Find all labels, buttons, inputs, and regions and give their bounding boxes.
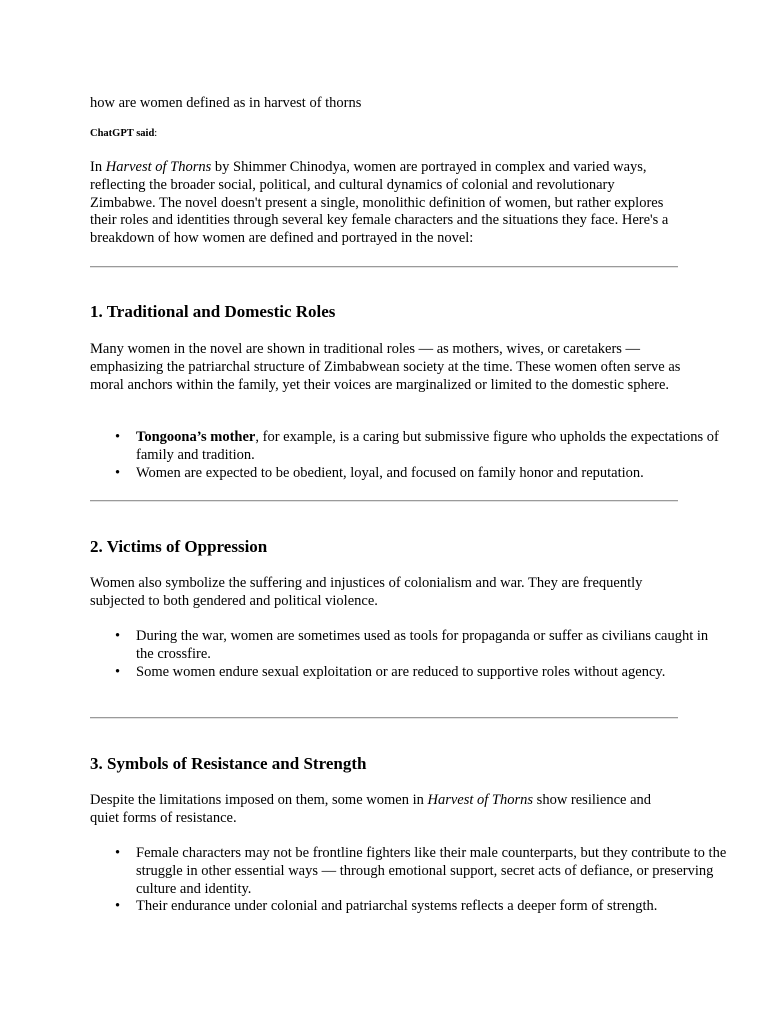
section-paragraph xyxy=(90,341,682,394)
list-item: • Women are expected to be obedient, loyal, and focused on family honor and reputation. xyxy=(136,465,728,483)
list-item xyxy=(136,429,728,465)
list-item: • Female characters may not be frontline fighters like their male counterparts, but they contribute to the struggle in other essential ways — through emotional support, secret acts of defiance, or preserving culture and identity. xyxy=(136,845,728,898)
section-2-text: Women also symbolize the suffering and injustices of colonialism and war. They are frequently subjected to both gendered and political violence. xyxy=(90,575,643,609)
section-paragraph xyxy=(90,792,682,828)
bullet-list xyxy=(90,429,728,482)
intro-pre: In xyxy=(90,159,106,175)
list-item: • Some women endure sexual exploitation or are reduced to supportive roles without agency. xyxy=(136,664,728,682)
section-paragraph xyxy=(90,575,682,611)
section-1-text: Many women in the novel are shown in traditional roles — as mothers, wives, or caretakers — emphasizing the patriarchal structure of Zimbabwean society at the time. These women often serve as moral anchors within the family, yet their voices are marginalized or limited to the domestic sphere. xyxy=(90,341,681,393)
speaker-name: ChatGPT said xyxy=(90,128,155,139)
user-question: how are women defined as in harvest of thorns xyxy=(90,95,362,111)
intro-post: by Shimmer Chinodya, women are portrayed in complex and varied ways, reflecting the broader social, political, and cultural dynamics of colonial and revolutionary Zimbabwe. The novel doesn't present a single, monolithic definition of women, but rather explores their roles and identities through several key female characters and the situations they face. Here's a breakdown of how women are defined and portrayed in the novel: xyxy=(90,159,669,247)
response-label xyxy=(90,127,157,140)
section-divider xyxy=(90,500,678,502)
list-item: • Their endurance under colonial and patriarchal systems reflects a deeper form of strength. xyxy=(136,898,728,916)
list-item-text: , for example, is a caring but submissive figure who upholds the expectations of family and tradition. xyxy=(136,429,719,463)
character-name: Tongoona’s mother xyxy=(136,429,256,445)
section-divider xyxy=(90,266,678,268)
book-title: Harvest of Thorns xyxy=(427,792,534,808)
section-heading: 3. Symbols of Resistance and Strength xyxy=(90,754,367,773)
list-item: • During the war, women are sometimes used as tools for propaganda or suffer as civilians caught in the crossfire. xyxy=(136,628,728,664)
section-divider xyxy=(90,717,678,719)
section-heading: 2. Victims of Oppression xyxy=(90,537,268,556)
section-heading: 1. Traditional and Domestic Roles xyxy=(90,302,336,321)
speaker-colon: : xyxy=(154,128,158,139)
section-3-text-post: show resilience and quiet forms of resistance. xyxy=(90,792,652,826)
bullet-list xyxy=(90,845,728,916)
bullet-list xyxy=(90,628,728,681)
section-3-text-pre: Despite the limitations imposed on them, some women in xyxy=(90,792,428,808)
intro-paragraph xyxy=(90,159,682,248)
book-title: Harvest of Thorns xyxy=(105,159,212,175)
